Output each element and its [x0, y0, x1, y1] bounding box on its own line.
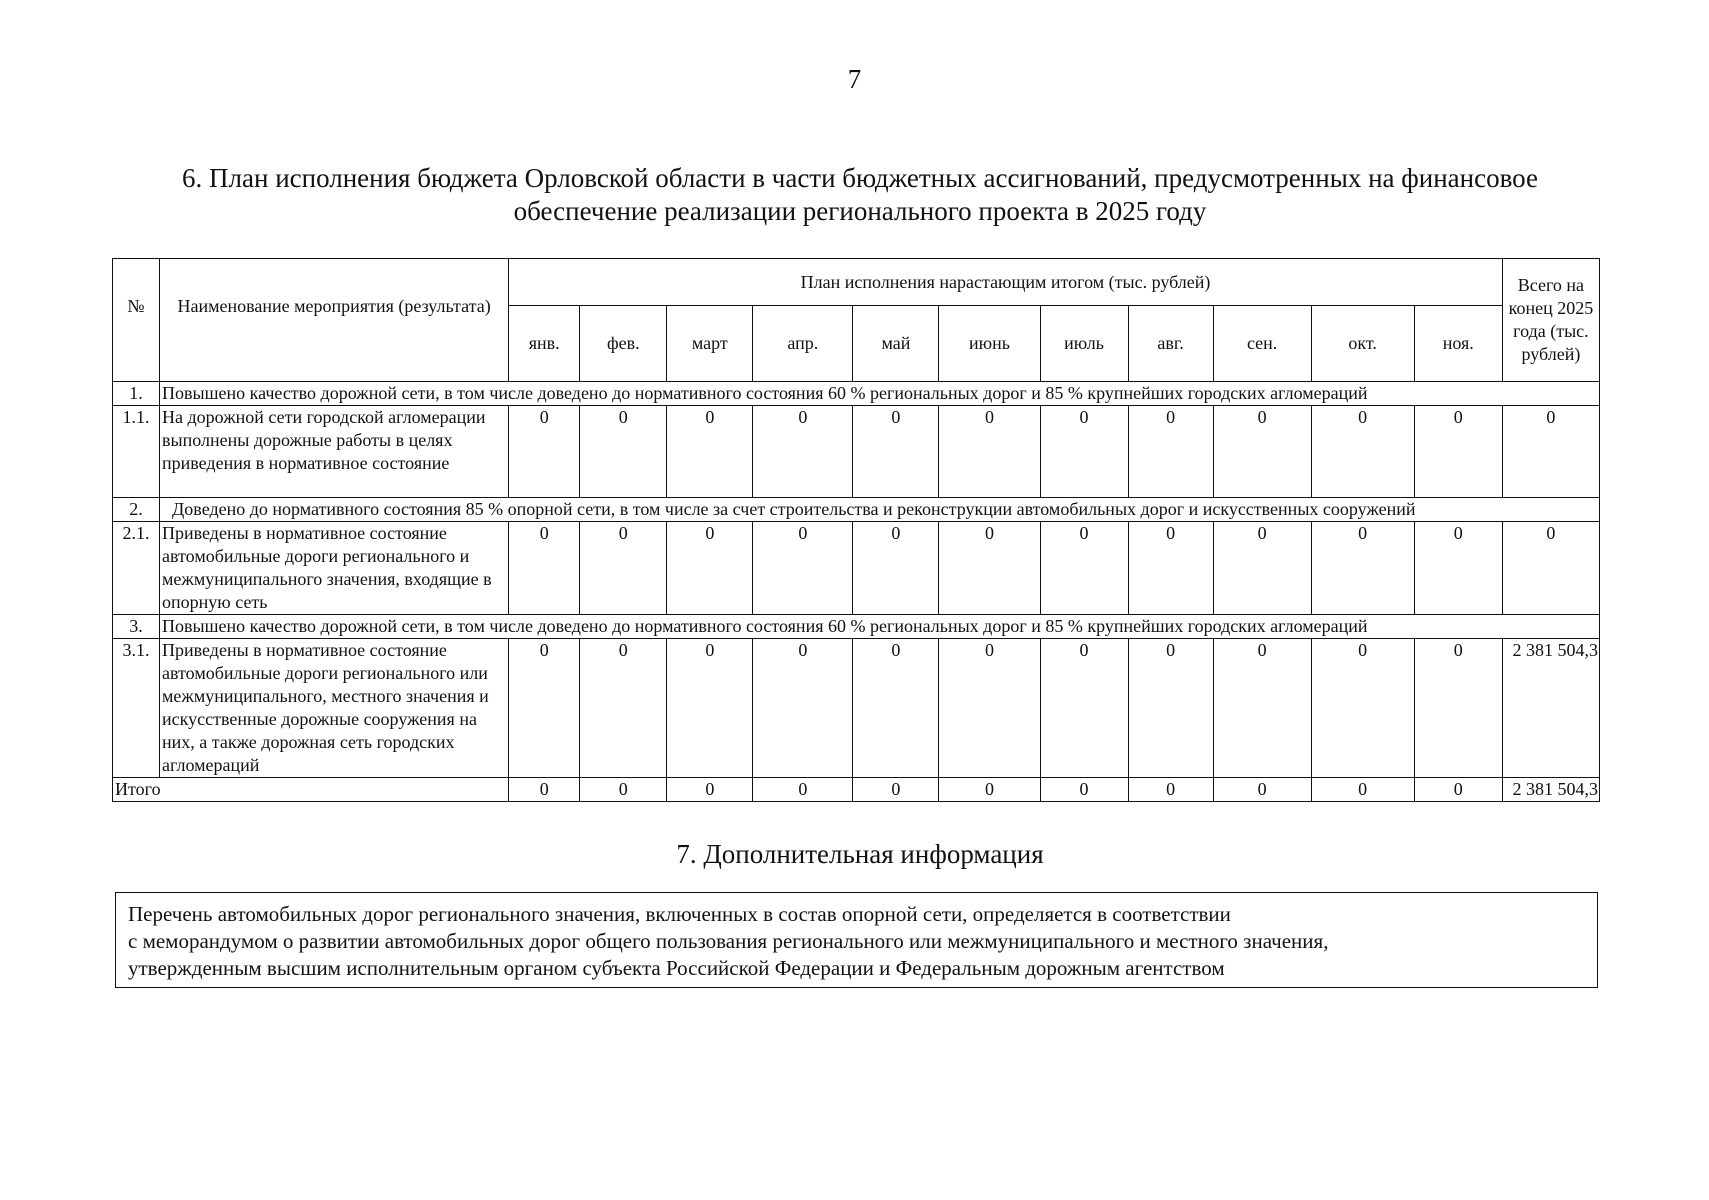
- month-value: 0: [1040, 639, 1128, 778]
- month-value: 0: [853, 406, 939, 498]
- month-value: 0: [853, 778, 939, 802]
- month-value: 0: [939, 778, 1040, 802]
- header-num: №: [113, 259, 160, 382]
- month-value: 0: [509, 639, 580, 778]
- header-month: авг.: [1128, 306, 1213, 382]
- group-num: 3.: [113, 615, 160, 639]
- table-row: [113, 639, 1600, 778]
- month-value: 0: [1311, 406, 1414, 498]
- month-value: 0: [853, 639, 939, 778]
- group-row: [113, 498, 1600, 522]
- month-value: 0: [1311, 522, 1414, 615]
- month-value: 0: [1040, 522, 1128, 615]
- group-title: Доведено до нормативного состояния 85 % опорной сети, в том числе за счет строительства и реконструкции автомобильных дорог и искусственных сооружений: [160, 498, 1600, 522]
- group-row: [113, 615, 1600, 639]
- section-6-title: [110, 162, 1610, 228]
- month-value: 0: [1414, 522, 1502, 615]
- total-label: Итого: [113, 778, 509, 802]
- group-title: Повышено качество дорожной сети, в том числе доведено до нормативного состояния 60 % региональных дорог и 85 % крупнейших городских агломераций: [160, 615, 1600, 639]
- group-title: Повышено качество дорожной сети, в том числе доведено до нормативного состояния 60 % региональных дорог и 85 % крупнейших городских агломераций: [160, 382, 1600, 406]
- month-value: 0: [667, 406, 753, 498]
- month-value: 0: [939, 522, 1040, 615]
- item-name: На дорожной сети городской агломерации выполнены дорожные работы в целях приведения в нормативное состояние: [160, 406, 509, 498]
- section-6-title-line-1: 6. План исполнения бюджета Орловской области в части бюджетных ассигнований, предусмотренных на финансовое: [182, 163, 1538, 193]
- table-row: [113, 522, 1600, 615]
- month-value: 0: [580, 522, 667, 615]
- note-line: Перечень автомобильных дорог регионального значения, включенных в состав опорной сети, определяется в соответствии: [128, 902, 1231, 926]
- total-value: 0: [1502, 406, 1599, 498]
- month-value: 0: [1414, 639, 1502, 778]
- header-month: фев.: [580, 306, 667, 382]
- header-total: Всего на конец 2025 года (тыс. рублей): [1502, 259, 1599, 382]
- month-value: 0: [1311, 639, 1414, 778]
- month-value: 0: [1213, 406, 1311, 498]
- month-value: 0: [580, 639, 667, 778]
- month-value: 0: [1414, 778, 1502, 802]
- additional-info-box: [115, 892, 1598, 988]
- month-value: 0: [1128, 522, 1213, 615]
- month-value: 0: [667, 522, 753, 615]
- note-line: с меморандумом о развитии автомобильных дорог общего пользования регионального или межмуниципального и местного значения,: [128, 929, 1329, 953]
- month-value: 0: [1040, 406, 1128, 498]
- section-7-title: 7. Дополнительная информация: [676, 839, 1044, 869]
- month-value: 0: [580, 778, 667, 802]
- group-num: 1.: [113, 382, 160, 406]
- month-value: 0: [1213, 778, 1311, 802]
- header-month: ноя.: [1414, 306, 1502, 382]
- month-value: 0: [853, 522, 939, 615]
- month-value: 0: [753, 639, 853, 778]
- item-num: 3.1.: [113, 639, 160, 778]
- month-value: 0: [667, 778, 753, 802]
- header-month: окт.: [1311, 306, 1414, 382]
- header-name: Наименование мероприятия (результата): [160, 259, 509, 382]
- budget-plan-table: [112, 258, 1600, 802]
- month-value: 0: [753, 778, 853, 802]
- note-line: утвержденным высшим исполнительным органом субъекта Российской Федерации и Федеральным дорожным агентством: [128, 956, 1225, 980]
- month-value: 0: [1311, 778, 1414, 802]
- total-value: 0: [1502, 522, 1599, 615]
- header-month: янв.: [509, 306, 580, 382]
- total-value: 2 381 504,3: [1502, 639, 1599, 778]
- table-row: [113, 406, 1600, 498]
- month-value: 0: [580, 406, 667, 498]
- month-value: 0: [509, 522, 580, 615]
- item-name: Приведены в нормативное состояние автомобильные дороги регионального и межмуниципального значения, входящие в опорную сеть: [160, 522, 509, 615]
- month-value: 0: [753, 522, 853, 615]
- page-number: 7: [847, 64, 862, 94]
- header-month: сен.: [1213, 306, 1311, 382]
- month-value: 0: [1128, 406, 1213, 498]
- header-plan: План исполнения нарастающим итогом (тыс. рублей): [509, 259, 1503, 306]
- header-month: апр.: [753, 306, 853, 382]
- header-month: май: [853, 306, 939, 382]
- month-value: 0: [1414, 406, 1502, 498]
- month-value: 0: [1128, 639, 1213, 778]
- total-row: [113, 778, 1600, 802]
- month-value: 0: [1213, 639, 1311, 778]
- month-value: 0: [939, 406, 1040, 498]
- month-value: 0: [753, 406, 853, 498]
- month-value: 0: [509, 406, 580, 498]
- item-name: Приведены в нормативное состояние автомобильные дороги регионального или межмуниципального, местного значения и искусственные дорожные сооружения на них, а также дорожная сеть городских агломераций: [160, 639, 509, 778]
- header-month: июль: [1040, 306, 1128, 382]
- group-row: [113, 382, 1600, 406]
- item-num: 1.1.: [113, 406, 160, 498]
- item-num: 2.1.: [113, 522, 160, 615]
- section-6-title-line-2: обеспечение реализации регионального проекта в 2025 году: [513, 196, 1207, 226]
- month-value: 0: [1040, 778, 1128, 802]
- month-value: 0: [1213, 522, 1311, 615]
- month-value: 0: [1128, 778, 1213, 802]
- group-num: 2.: [113, 498, 160, 522]
- month-value: 0: [667, 639, 753, 778]
- month-value: 0: [939, 639, 1040, 778]
- month-value: 0: [509, 778, 580, 802]
- header-month: март: [667, 306, 753, 382]
- header-month: июнь: [939, 306, 1040, 382]
- total-value: 2 381 504,3: [1502, 778, 1599, 802]
